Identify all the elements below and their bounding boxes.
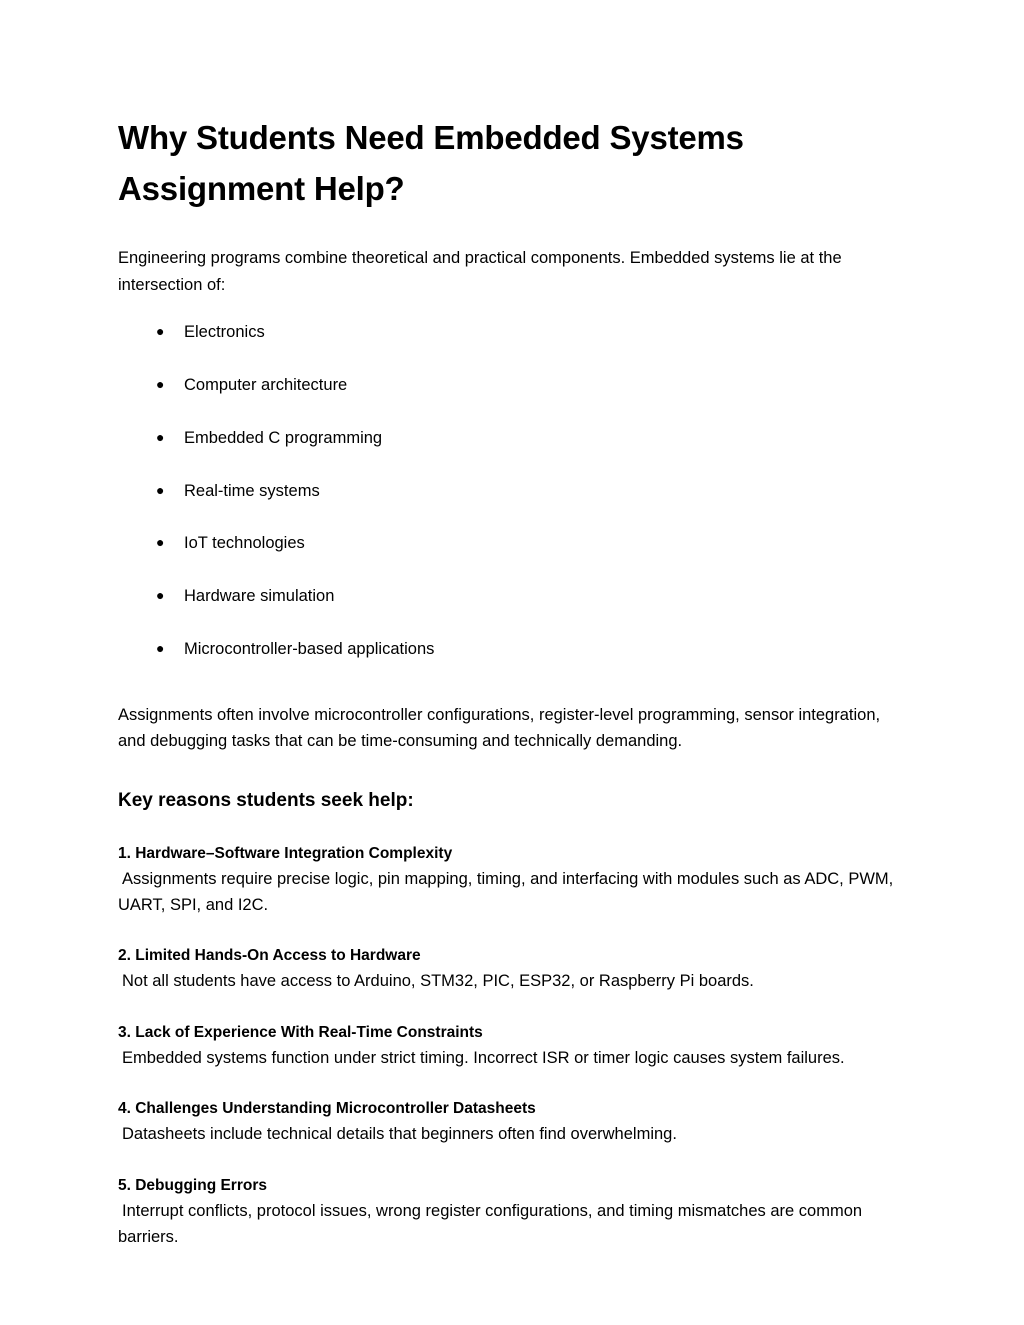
list-item-label: IoT technologies: [184, 534, 305, 553]
reason-title: 5. Debugging Errors: [118, 1176, 267, 1194]
list-item-label: Embedded C programming: [184, 428, 383, 447]
list-item: [156, 426, 906, 451]
list-item: [156, 373, 906, 398]
list-item: [156, 531, 906, 556]
list-item: [156, 479, 906, 504]
bullet-icon: ●: [156, 376, 165, 393]
intro-paragraph: Engineering programs combine theoretical and practical components. Embedded systems lie at the intersection of:: [118, 248, 842, 294]
reason-item: [118, 1174, 900, 1251]
reason-title: 2. Limited Hands-On Access to Hardware: [118, 947, 421, 965]
list-item-label: Real-time systems: [184, 481, 320, 500]
list-item: [156, 584, 906, 609]
section-heading: Key reasons students seek help:: [118, 790, 414, 812]
list-item-label: Hardware simulation: [184, 587, 335, 606]
list-item-label: Electronics: [184, 323, 265, 342]
list-item: [156, 637, 906, 662]
bullet-icon: ●: [156, 534, 165, 551]
reason-item: [118, 944, 900, 994]
reason-item: [118, 1021, 900, 1071]
list-item: [156, 320, 906, 345]
bullet-icon: ●: [156, 639, 165, 656]
page-title: Why Students Need Embedded Systems Assignment Help?: [118, 119, 744, 208]
reason-body: Not all students have access to Arduino, STM32, PIC, ESP32, or Raspberry Pi boards.: [122, 972, 754, 991]
list-item-label: Computer architecture: [184, 376, 348, 395]
reason-title: 3. Lack of Experience With Real-Time Constraints: [118, 1023, 483, 1041]
reason-item: [118, 1097, 900, 1147]
reason-item: [118, 842, 900, 919]
reason-title: 4. Challenges Understanding Microcontroller Datasheets: [118, 1100, 536, 1118]
reason-title: 1. Hardware–Software Integration Complexity: [118, 844, 453, 862]
reason-body: Interrupt conflicts, protocol issues, wrong register configurations, and timing mismatches are common barriers.: [118, 1201, 863, 1246]
reason-body: Embedded systems function under strict timing. Incorrect ISR or timer logic causes system failures.: [122, 1048, 845, 1067]
bullet-icon: ●: [156, 323, 165, 340]
bullet-icon: ●: [156, 587, 165, 604]
reason-body: Datasheets include technical details that beginners often find overwhelming.: [122, 1125, 677, 1144]
bullet-icon: ●: [156, 481, 165, 498]
list-item-label: Microcontroller-based applications: [184, 639, 435, 658]
summary-paragraph: Assignments often involve microcontroller configurations, register-level programming, sensor integration, and debugging tasks that can be time-consuming and technically demanding.: [118, 705, 881, 751]
topics-list: [118, 320, 906, 661]
bullet-icon: ●: [156, 428, 165, 445]
reason-body: Assignments require precise logic, pin mapping, timing, and interfacing with modules such as ADC, PWM, UART, SPI, and I2C.: [118, 869, 894, 914]
